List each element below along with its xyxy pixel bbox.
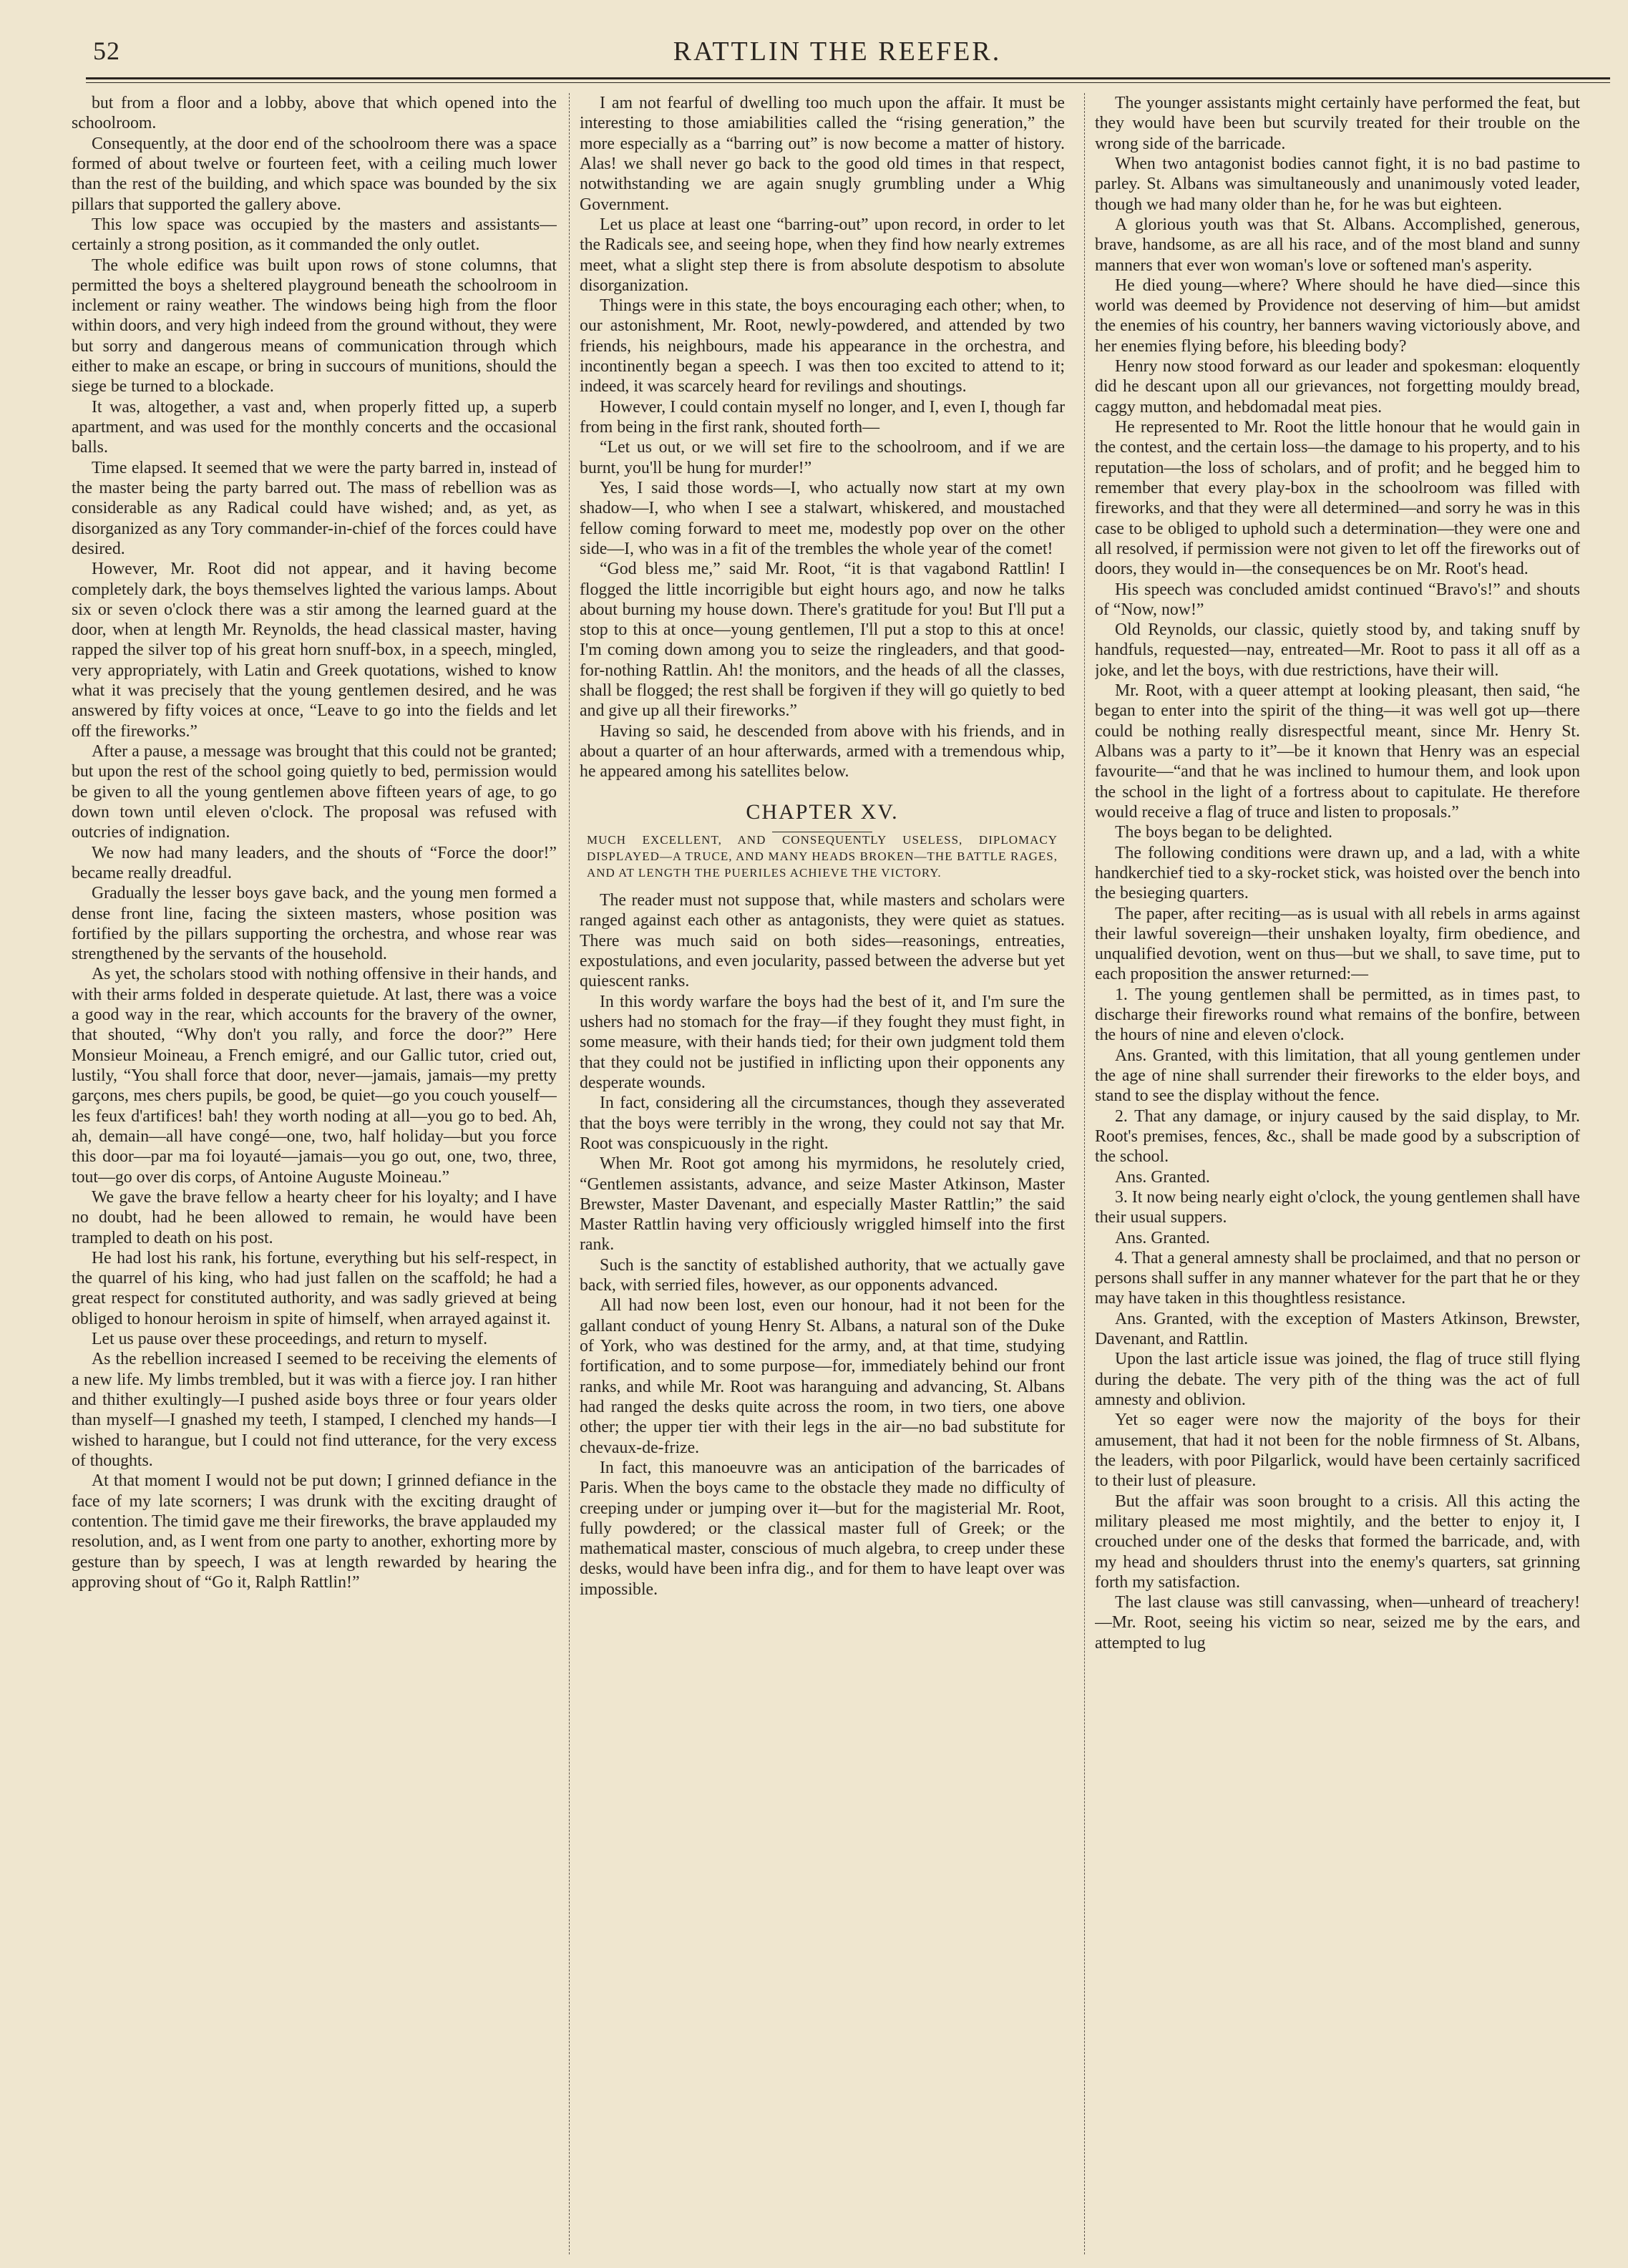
- paragraph: Such is the sanctity of established authority, that we actually gave back, with serried files, however, as our opponents advanced.: [580, 1255, 1065, 1295]
- paragraph: As yet, the scholars stood with nothing offensive in their hands, and with their arms folded in desperate quietude. At last, there was a voice a good way in the rear, which accounts for the bravery of the owner, that shouted, “Why don't you rally, and force the door?” Here Monsieur Moineau, a French emigré, and our Gallic tutor, cried out, lustily, “You shall force that door, never—jamais, jamais—my pretty garçons, mes chers pupils, be good, be quiet—go you couch youself—les feux d'artifices! bah! they worth noding at all—you go to bed. Ah, ah, demain—all have congé—one, two, half holiday—but you force this door—par ma foi loyauté—jamais—you go out, one, two, three, tout—go over dis corps, of Antoine Auguste Moineau.”: [72, 965, 557, 1187]
- paragraph: Let us pause over these proceedings, and return to myself.: [92, 1330, 488, 1349]
- paragraph: The boys began to be delighted.: [1115, 823, 1332, 842]
- paragraph: Ans. Granted.: [1115, 1228, 1210, 1247]
- paragraph: Time elapsed. It seemed that we were the party barred in, instead of the master being the party barred out. The mass of rebellion was as considerable as any Radical could have wished; and, as yet, as disorganized as any Tory commander-in-chief of the forces could have desired.: [72, 458, 557, 558]
- paragraph: His speech was concluded amidst continued “Bravo's!” and shouts of “Now, now!”: [1095, 580, 1580, 619]
- paragraph: It was, altogether, a vast and, when properly fitted up, a superb apartment, and was used for the monthly concerts and the occasional balls.: [72, 397, 557, 457]
- paragraph: “Let us out, or we will set fire to the schoolroom, and if we are burnt, you'll be hung for murder!”: [580, 438, 1065, 477]
- chapter-summary: MUCH EXCELLENT, AND CONSEQUENTLY USELESS, DIPLOMACY DISPLAYED—A TRUCE, AND MANY HEADS BROKEN—THE BATTLE RAGES, AND AT LENGTH THE PUERILES ACHIEVE THE VICTORY.: [587, 833, 1058, 880]
- header-rule: [86, 77, 1610, 79]
- paragraph: Old Reynolds, our classic, quietly stood by, and taking snuff by handfuls, requested—nay, entreated—Mr. Root to pass it all off as a joke, and let the boys, with due restrictions, have their will.: [1095, 620, 1580, 680]
- paragraph: Consequently, at the door end of the schoolroom there was a space formed of about twelve or fourteen feet, with a ceiling much lower than the rest of the building, and which space was bounded by the six pillars that supported the gallery above.: [72, 134, 557, 214]
- paragraph: However, I could contain myself no longer, and I, even I, though far from being in the first rank, shouted forth—: [580, 397, 1065, 437]
- column-3: [1095, 93, 1580, 2254]
- paragraph: When two antagonist bodies cannot fight, it is no bad pastime to parley. St. Albans was simultaneously and unanimously voted leader, though we had many older than he, for he was but eighteen.: [1095, 154, 1580, 214]
- column-1: [72, 93, 557, 2254]
- paragraph: I am not fearful of dwelling too much upon the affair. It must be interesting to those amiabilities called the “rising generation,” the more especially as a “barring out” is now become a matter of history. Alas! we shall never go back to the good old times in that respect, notwithstanding we are again snugly grumbling under a Whig Government.: [580, 94, 1065, 214]
- paragraph: He died young—where? Where should he have died—since this world was deemed by Providence not deserving of him—but amidst the enemies of his country, her banners waving victoriously above, and her enemies flying before, his bleeding body?: [1095, 276, 1580, 356]
- paragraph: Mr. Root, with a queer attempt at looking pleasant, then said, “he began to enter into the spirit of the thing—it was well got up—there could be nothing really disrespectful meant, since Mr. Henry St. Albans was a party to it”—be it known that Henry was an especial favourite—“and that he was inclined to humour them, and look upon the school in the light of a fortress about to capitulate. He therefore would receive a flag of truce and listen to proposals.”: [1095, 681, 1580, 822]
- paragraph: Ans. Granted, with this limitation, that all young gentlemen under the age of nine shall surrender their fireworks to the elder boys, and stand to see the display without the fence.: [1095, 1046, 1580, 1106]
- paragraph: However, Mr. Root did not appear, and it having become completely dark, the boys themselves lighted the various lamps. About six or seven o'clock there was a stir among the learned guard at the door, when at length Mr. Reynolds, the head classical master, having rapped the silver top of his great horn snuff-box, in a speech, mingled, very appropriately, with Latin and Greek quotations, wished to know what it was precisely that the young gentlemen desired, and he was answered by fifty voices at once, “Leave to go into the fields and let off the fireworks.”: [72, 560, 557, 741]
- column-2-upper: [580, 93, 1065, 782]
- paragraph: The whole edifice was built upon rows of stone columns, that permitted the boys a sheltered playground beneath the schoolroom in inclement or rainy weather. The windows being high from the floor within doors, and very high indeed from the ground without, they were but sorry and dangerous means of communication through which either to make an escape, or bring in succours of munitions, should the siege be turned to a blockade.: [72, 255, 557, 396]
- header-rule-thin: [86, 82, 1610, 83]
- paragraph: Upon the last article issue was joined, the flag of truce still flying during the debate. The very pith of the thing was the act of full amnesty and oblivion.: [1095, 1350, 1580, 1409]
- paragraph: After a pause, a message was brought that this could not be granted; but upon the rest of the school going quietly to bed, permission would be given to all the young gentlemen above fifteen years of age, to go down town until eleven o'clock. The proposal was refused with outcries of indignation.: [72, 742, 557, 842]
- paragraph: Yes, I said those words—I, who actually now start at my own shadow—I, who when I see a stalwart, whiskered, and moustached fellow coming forward to meet me, modestly pop over on the other side—I, who was in a fit of the trembles the whole year of the comet!: [580, 478, 1065, 558]
- paragraph: Yet so eager were now the majority of the boys for their amusement, that had it not been for the noble firmness of St. Albans, the leaders, with poor Pilgarlick, would have been certainly sacrificed to their lust of pleasure.: [1095, 1411, 1580, 1491]
- paragraph: He represented to Mr. Root the little honour that he would gain in the contest, and the certain loss—the damage to his property, and to his reputation—the loss of scholars, and of profit; and he begged him to remember that every play-box in the schoolroom was filled with fireworks, and that they were all determined—and sorry he was in this case to be obliged to uphold such a determination—they were one and all resolved, if permission were not given to let off the fireworks out of doors, they would in—the consequences be on Mr. Root's head.: [1095, 418, 1580, 579]
- page-number: 52: [93, 36, 120, 65]
- chapter-title: CHAPTER XV.: [746, 799, 899, 824]
- paragraph: Gradually the lesser boys gave back, and the young men formed a dense front line, facing the sixteen masters, whose position was fortified by the pillars supporting the orchestra, and whose rear was strengthened by the servants of the household.: [72, 884, 557, 964]
- paragraph: Ans. Granted.: [1115, 1167, 1210, 1187]
- paragraph: Ans. Granted, with the exception of Masters Atkinson, Brewster, Davenant, and Rattlin.: [1095, 1309, 1580, 1349]
- paragraph: 2. That any damage, or injury caused by the said display, to Mr. Root's premises, fences, &c., shall be made good by a subscription of the school.: [1095, 1106, 1580, 1167]
- paragraph: 1. The young gentlemen shall be permitted, as in times past, to discharge their fireworks round what remains of the bonfire, between the hours of nine and eleven o'clock.: [1095, 985, 1580, 1045]
- paragraph: In this wordy warfare the boys had the best of it, and I'm sure the ushers had no stomach for the fray—if they fought they must fight, in some measure, with their hands tied; for their own judgment told them that they could not be justified in inflicting upon their opponents any desperate wounds.: [580, 992, 1065, 1092]
- paragraph: 3. It now being nearly eight o'clock, the young gentlemen shall have their usual suppers.: [1095, 1187, 1580, 1227]
- paragraph: But the affair was soon brought to a crisis. All this acting the military pleased me most mightily, and the better to enjoy it, I crouched under one of the desks that formed the barricade, and, with my head and shoulders thrust into the enemy's quarters, sat grinning forth my satisfaction.: [1095, 1491, 1580, 1592]
- paragraph: The last clause was still canvassing, when—unheard of treachery!—Mr. Root, seeing his victim so near, seized me by the ears, and attempted to lug: [1095, 1593, 1580, 1653]
- column-2-lower: [580, 890, 1065, 1600]
- paragraph: The following conditions were drawn up, and a lad, with a white handkerchief tied to a sky-rocket stick, was hoisted over the bench into the besieging quarters.: [1095, 843, 1580, 903]
- paragraph: We now had many leaders, and the shouts of “Force the door!” became really dreadful.: [72, 843, 557, 882]
- paragraph: The paper, after reciting—as is usual with all rebels in arms against their lawful sovereign—their unshaken loyalty, firm obedience, and unqualified devotion, went on thus—but we shall, to save time, put to each proposition the answer returned:—: [1095, 904, 1580, 984]
- paragraph: All had now been lost, even our honour, had it not been for the gallant conduct of young Henry St. Albans, a natural son of the Duke of York, who was destined for the army, and, at that time, studying fortification, and to some purpose—for, immediately behind our front ranks, and while Mr. Root was haranguing and advancing, St. Albans had ranged the desks quite across the room, in two tiers, one above other; the upper tier with their legs in the air—no bad substitute for chevaux-de-frize.: [580, 1296, 1065, 1457]
- column-2: [580, 93, 1065, 2254]
- paragraph: He had lost his rank, his fortune, everything but his self-respect, in the quarrel of his king, who had just fallen on the scaffold; he had a great respect for constituted authority, and was sadly grieved at being obliged to honour heroism in spite of himself, when arrayed against it.: [72, 1248, 557, 1328]
- paragraph: The younger assistants might certainly have performed the feat, but they would have been but scurvily treated for their trouble on the wrong side of the barricade.: [1095, 94, 1580, 153]
- paragraph: A glorious youth was that St. Albans. Accomplished, generous, brave, handsome, as are all his race, and of the most bland and sunny manners that ever won woman's love or softened man's asperity.: [1095, 215, 1580, 275]
- paragraph: We gave the brave fellow a hearty cheer for his loyalty; and I have no doubt, had he been allowed to remain, he would have been trampled to death on his post.: [72, 1187, 557, 1247]
- text-columns: [72, 93, 1603, 2254]
- paragraph: 4. That a general amnesty shall be proclaimed, and that no person or persons shall suffer in any manner whatever for the part that he or they may have taken in this thoughtless resistance.: [1095, 1248, 1580, 1308]
- paragraph: “God bless me,” said Mr. Root, “it is that vagabond Rattlin! I flogged the little incorrigible but eight hours ago, and now he talks about burning my house down. There's gratitude for you! But I'll put a stop to this at once—young gentlemen, I'll put a stop to this at once! I'm coming down among you to seize the ringleaders, and that good-for-nothing Rattlin. Ah! the monitors, and the heads of all the classes, shall be flogged; the rest shall be forgiven if they will go quietly to bed and give up all their fireworks.”: [580, 560, 1065, 721]
- paragraph: Having so said, he descended from above with his friends, and in about a quarter of an hour afterwards, armed with a tremendous whip, he appeared among his satellites below.: [580, 721, 1065, 782]
- paragraph: As the rebellion increased I seemed to be receiving the elements of a new life. My limbs trembled, but it was with a fierce joy. I ran hither and thither exultingly—I pushed aside boys three or four years older than myself—I gnashed my teeth, I stamped, I clenched my hands—I wished to harangue, but I could not find utterance, for the very excess of thoughts.: [72, 1350, 557, 1470]
- paragraph: The reader must not suppose that, while masters and scholars were ranged against each other as antagonists, they were quiet as statues. There was much said on both sides—reasonings, entreaties, expostulations, and even jocularity, passed between the adverse but yet quiescent ranks.: [580, 891, 1065, 991]
- paragraph: In fact, this manoeuvre was an anticipation of the barricades of Paris. When the boys came to the obstacle they made no difficulty of creeping under or jumping over it—but for the magisterial Mr. Root, fully powdered; or the classical master full of Greek; or the mathematical master, conscious of much algebra, to creep under these desks, would have been infra dig., and for them to have leapt over was impossible.: [580, 1458, 1065, 1599]
- running-title: RATTLIN THE REEFER.: [673, 36, 1002, 67]
- paragraph: Henry now stood forward as our leader and spokesman: eloquently did he descant upon all our grievances, not forgetting mouldy bread, caggy mutton, and hebdomadal meat pies.: [1095, 357, 1580, 417]
- paragraph: In fact, considering all the circumstances, though they asseverated that the boys were terribly in the wrong, they could not say that Mr. Root was conspicuously in the right.: [580, 1094, 1065, 1153]
- paragraph: When Mr. Root got among his myrmidons, he resolutely cried, “Gentlemen assistants, advance, and seize Master Atkinson, Master Brewster, Master Davenant, and especially Master Rattlin;” the said Master Rattlin having very officiously wriggled himself into the first rank.: [580, 1154, 1065, 1255]
- paragraph: At that moment I would not be put down; I grinned defiance in the face of my late scorners; I was drunk with the exciting draught of contention. The timid gave me their fireworks, the brave applauded my resolution, and, as I went from one party to another, exhorting more by gesture than by speech, I was at length rewarded by hearing the approving shout of “Go it, Ralph Rattlin!”: [72, 1471, 557, 1592]
- paragraph: but from a floor and a lobby, above that which opened into the schoolroom.: [72, 94, 557, 133]
- paragraph: Let us place at least one “barring-out” upon record, in order to let the Radicals see, and seeing hope, when they find how nearly extremes meet, what a slight step there is from absolute despotism to absolute disorganization.: [580, 215, 1065, 295]
- paragraph: This low space was occupied by the masters and assistants—certainly a strong position, as it commanded the only outlet.: [72, 215, 557, 255]
- paragraph: Things were in this state, the boys encouraging each other; when, to our astonishment, Mr. Root, newly-powdered, and attended by two friends, his neighbours, made his appearance in the orchestra, and incontinently began a speech. I was then too excited to attend to it; indeed, it was scarcely heard for revilings and shoutings.: [580, 296, 1065, 396]
- page-header: [86, 29, 1589, 79]
